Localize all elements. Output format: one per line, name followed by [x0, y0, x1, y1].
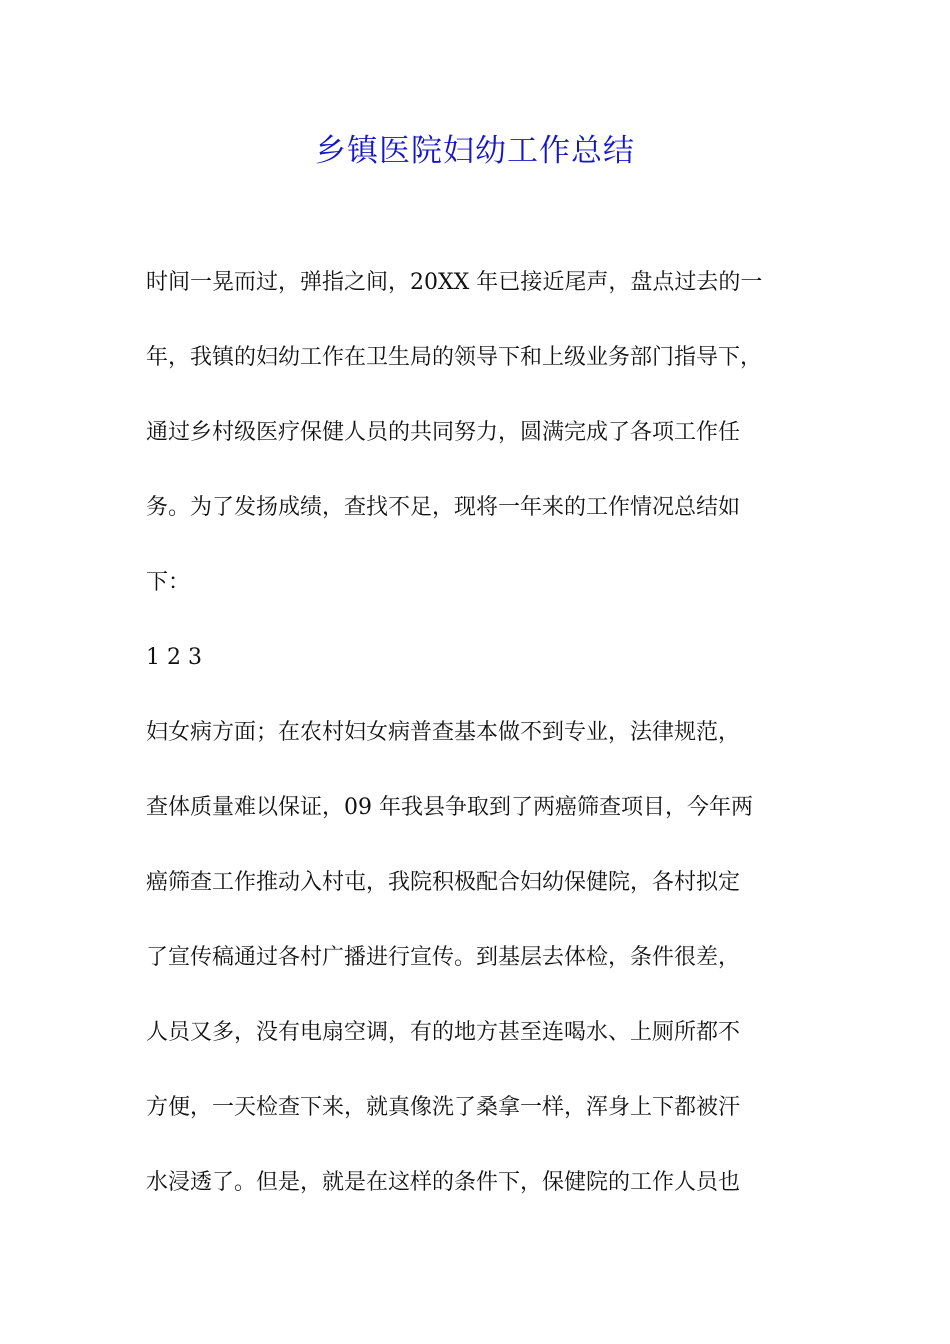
body-line: 通过乡村级医疗保健人员的共同努力，圆满完成了各项工作任 [146, 420, 741, 445]
body-line: 务。为了发扬成绩，查找不足，现将一年来的工作情况总结如 [146, 495, 741, 520]
body-line: 下： [146, 570, 191, 595]
body-line: 查体质量难以保证，09 年我县争取到了两癌筛查项目，今年两 [146, 795, 753, 820]
body-line: 妇女病方面；在农村妇女病普查基本做不到专业，法律规范， [146, 720, 741, 745]
body-line: 水浸透了。但是，就是在这样的条件下，保健院的工作人员也 [146, 1170, 741, 1195]
body-line: 癌筛查工作推动入村屯，我院积极配合妇幼保健院，各村拟定 [146, 870, 741, 895]
body-line: 了宣传稿通过各村广播进行宣传。到基层去体检，条件很差， [146, 945, 741, 970]
body-line: 时间一晃而过，弹指之间，20XX 年已接近尾声，盘点过去的一 [146, 270, 763, 295]
document-title: 乡镇医院妇幼工作总结 [315, 133, 635, 169]
body-line: 年，我镇的妇幼工作在卫生局的领导下和上级业务部门指导下， [146, 345, 763, 370]
body-line: 1 2 3 [146, 645, 202, 670]
body-line: 人员又多，没有电扇空调，有的地方甚至连喝水、上厕所都不 [146, 1020, 741, 1045]
body-line: 方便，一天检查下来，就真像洗了桑拿一样，浑身上下都被汗 [146, 1095, 741, 1120]
